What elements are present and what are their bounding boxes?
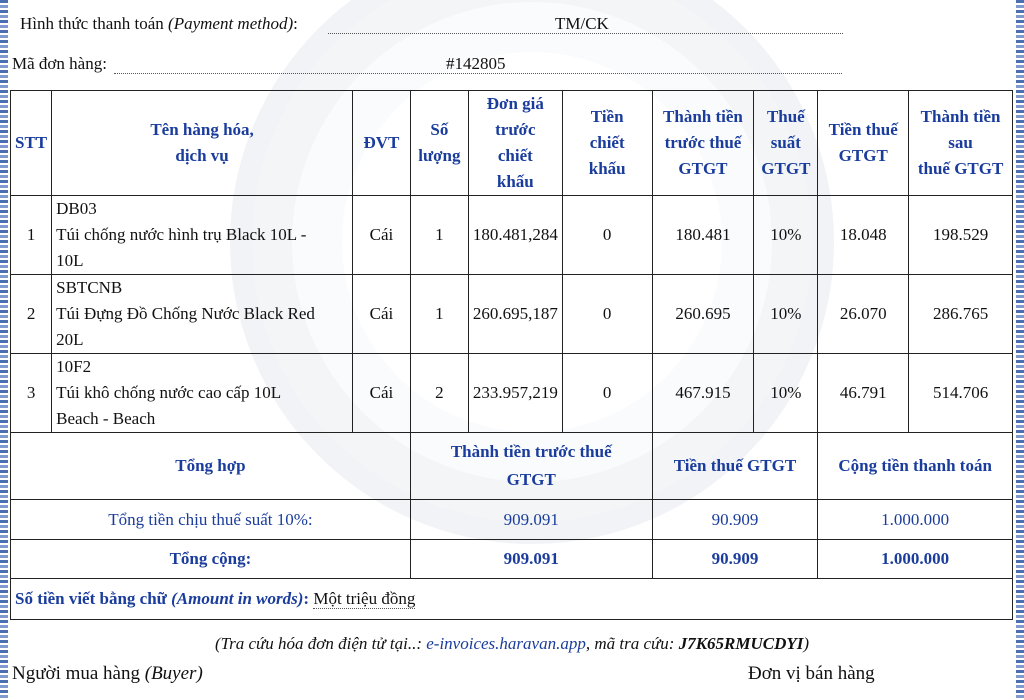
item-stt: 2	[11, 275, 52, 354]
rate-row-label: Tổng tiền chịu thuế suất 10%:	[11, 500, 411, 540]
item-stt: 1	[11, 196, 52, 275]
header-total: Thành tiền sau thuế GTGT	[909, 91, 1013, 196]
item-rate: 10%	[754, 196, 818, 275]
payment-method-label-en: (Payment method)	[168, 14, 294, 33]
item-pretax: 467.915	[652, 354, 754, 433]
seller-signature-label: Đơn vị bán hàng	[748, 663, 875, 684]
table-header-row	[11, 91, 1013, 196]
right-decorative-border	[1016, 0, 1024, 700]
table-row	[11, 275, 1013, 354]
item-stt: 3	[11, 354, 52, 433]
order-code-label: Mã đơn hàng:	[12, 54, 107, 73]
item-tax: 46.791	[818, 354, 909, 433]
item-name: 10F2 Túi khô chống nước cao cấp 10L Beach - Beach	[52, 354, 353, 433]
grand-total-label: Tổng cộng:	[11, 540, 411, 579]
grand-tax: 90.909	[652, 540, 818, 579]
payment-colon: :	[293, 14, 298, 33]
invoice-lookup-line	[0, 634, 1024, 654]
header-tax: Tiền thuế GTGT	[818, 91, 909, 196]
amount-words-label: Số tiền viết bằng chữ	[15, 589, 167, 608]
item-unit: Cái	[352, 196, 410, 275]
item-price: 260.695,187	[468, 275, 562, 354]
item-qty: 1	[410, 275, 468, 354]
summary-col-pretax: Thành tiền trước thuế GTGT	[410, 433, 652, 500]
amount-in-words-cell	[11, 579, 1013, 620]
item-discount: 0	[562, 275, 652, 354]
left-decorative-border	[0, 0, 8, 700]
buyer-signature-label	[12, 663, 203, 685]
header-pretax: Thành tiền trước thuế GTGT	[652, 91, 754, 196]
item-price: 180.481,284	[468, 196, 562, 275]
summary-col-total: Cộng tiền thanh toán	[818, 433, 1013, 500]
table-row	[11, 196, 1013, 275]
item-qty: 1	[410, 196, 468, 275]
grand-total: 1.000.000	[818, 540, 1013, 579]
header-discount: Tiền chiết khấu	[562, 91, 652, 196]
header-price: Đơn giá trước chiết khấu	[468, 91, 562, 196]
buyer-label-en: (Buyer)	[144, 663, 203, 684]
item-tax: 18.048	[818, 196, 909, 275]
item-rate: 10%	[754, 275, 818, 354]
header-qty: Số lượng	[410, 91, 468, 196]
item-total: 198.529	[909, 196, 1013, 275]
item-total: 286.765	[909, 275, 1013, 354]
rate-row-pretax: 909.091	[410, 500, 652, 540]
item-qty: 2	[410, 354, 468, 433]
amount-words-label-en: (Amount in words)	[171, 589, 304, 608]
table-row	[11, 354, 1013, 433]
header-unit: ĐVT	[352, 91, 410, 196]
item-unit: Cái	[352, 275, 410, 354]
item-tax: 26.070	[818, 275, 909, 354]
amount-words-value: Một triệu đồng	[313, 589, 416, 608]
buyer-label: Người mua hàng	[12, 663, 140, 684]
invoice-table	[10, 90, 1013, 620]
grand-pretax: 909.091	[410, 540, 652, 579]
header-name: Tên hàng hóa, dịch vụ	[52, 91, 353, 196]
item-total: 514.706	[909, 354, 1013, 433]
header-stt: STT	[11, 91, 52, 196]
header-rate: Thuế suất GTGT	[754, 91, 818, 196]
summary-col-tax: Tiền thuế GTGT	[652, 433, 818, 500]
item-discount: 0	[562, 354, 652, 433]
lookup-mid: , mã tra cứu:	[585, 634, 675, 653]
item-pretax: 180.481	[652, 196, 754, 275]
summary-title: Tổng hợp	[11, 433, 411, 500]
lookup-code: J7K65RMUCDYI	[678, 634, 804, 653]
lookup-url-link[interactable]: e-invoices.haravan.app	[426, 634, 586, 653]
rate-row-total: 1.000.000	[818, 500, 1013, 540]
item-pretax: 260.695	[652, 275, 754, 354]
amount-words-colon: :	[303, 589, 310, 608]
item-price: 233.957,219	[468, 354, 562, 433]
item-name: DB03 Túi chống nước hình trụ Black 10L - 10L	[52, 196, 353, 275]
item-name: SBTCNB Túi Đựng Đồ Chống Nước Black Red 20L	[52, 275, 353, 354]
amount-in-words-row	[11, 579, 1013, 620]
item-rate: 10%	[754, 354, 818, 433]
lookup-prefix: (Tra cứu hóa đơn điện tử tại..:	[214, 634, 422, 653]
summary-header-row	[11, 433, 1013, 500]
summary-rate-row	[11, 500, 1013, 540]
item-discount: 0	[562, 196, 652, 275]
payment-method-row	[20, 14, 298, 34]
rate-row-tax: 90.909	[652, 500, 818, 540]
order-code-value: #142805	[446, 54, 506, 73]
summary-grand-row	[11, 540, 1013, 579]
payment-method-label: Hình thức thanh toán	[20, 14, 164, 33]
item-unit: Cái	[352, 354, 410, 433]
payment-method-value: TM/CK	[555, 14, 609, 33]
lookup-suffix: )	[803, 634, 810, 653]
